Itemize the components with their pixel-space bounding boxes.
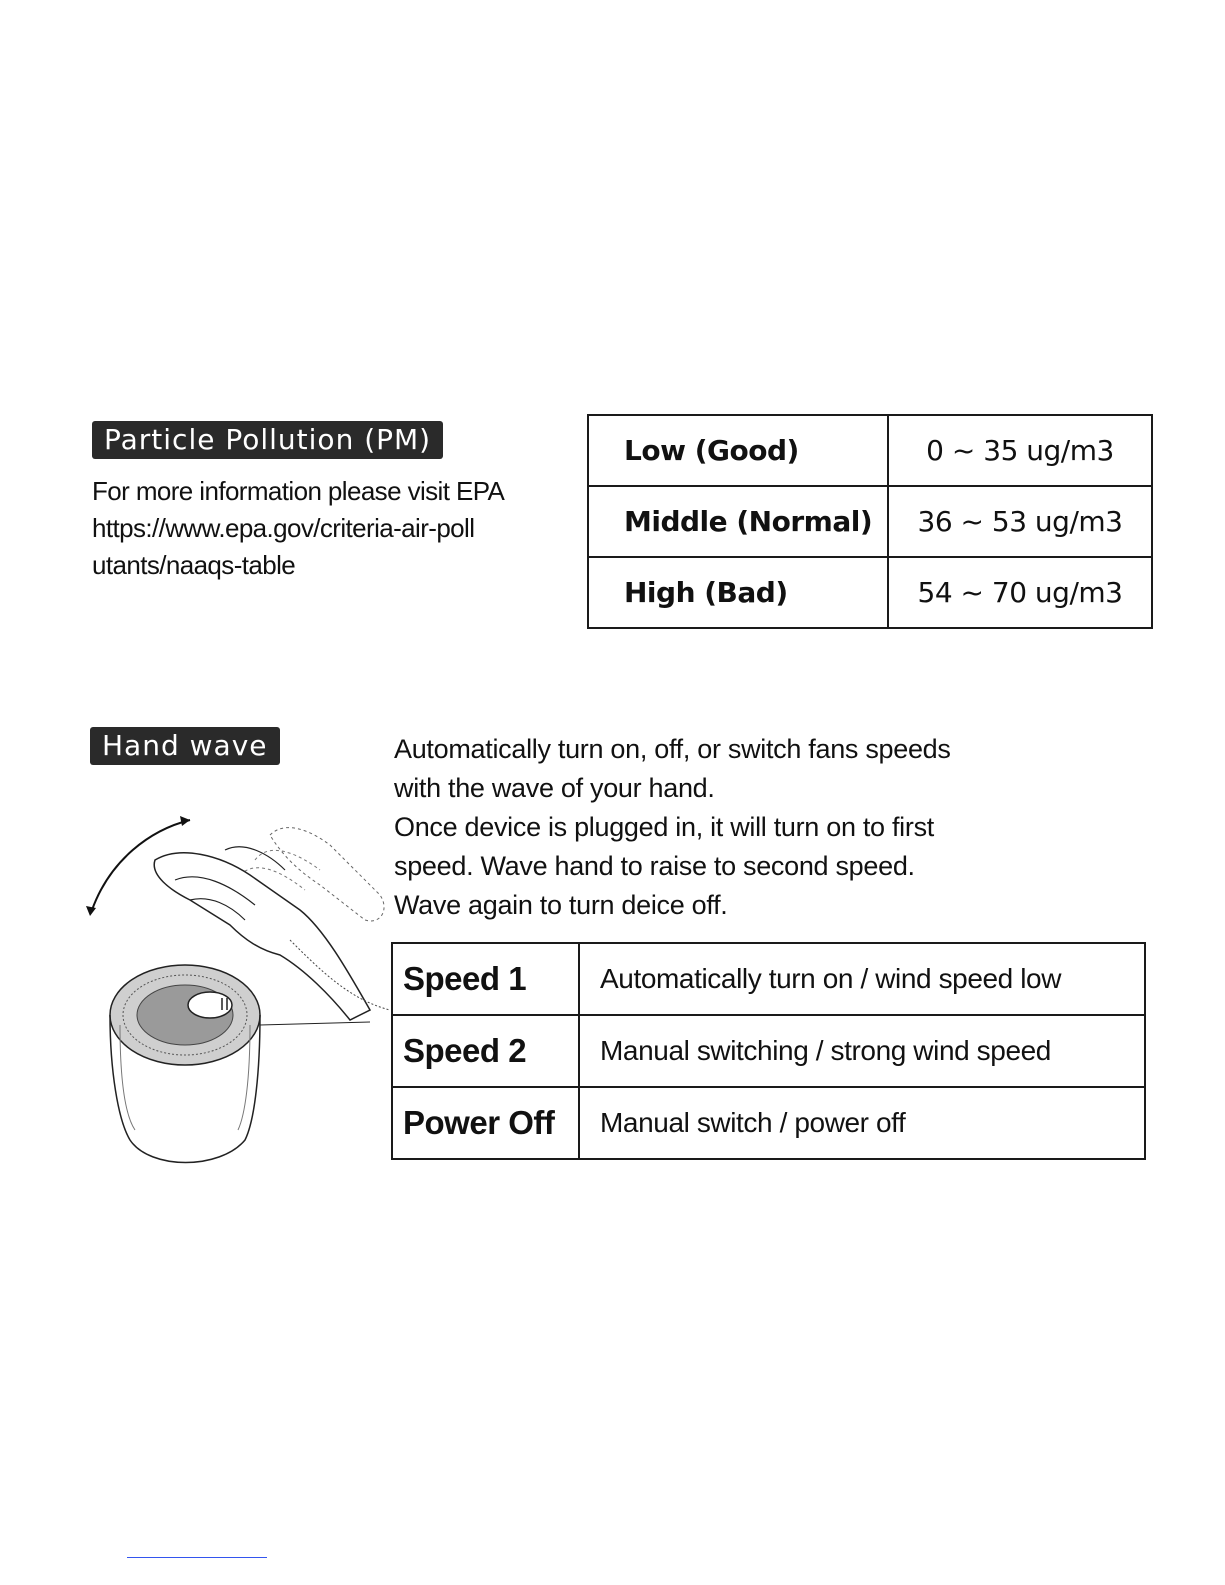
pm-info-line: For more information please visit EPA [92,476,505,506]
description-line: Automatically turn on, off, or switch fans speeds [394,734,951,764]
pm-section-label: Particle Pollution (PM) [92,421,443,459]
pm-level-table [587,414,1153,629]
speed-mode-cell: Speed 1 [392,943,579,1015]
hand-wave-over-device-icon [80,800,400,1180]
table-row [588,486,1152,557]
table-row [588,557,1152,628]
speed-description-cell: Manual switch / power off [579,1087,1145,1159]
pm-info-link-line: utants/naaqs-table [92,550,296,580]
hand-wave-description [394,730,951,925]
pm-level-cell: High (Bad) [588,557,888,628]
pm-range-cell: 0 ~ 35 ug/m3 [888,415,1152,486]
speed-description-cell: Manual switching / strong wind speed [579,1015,1145,1087]
pm-range-cell: 54 ~ 70 ug/m3 [888,557,1152,628]
pm-info-link-line: https://www.epa.gov/criteria-air-poll [92,513,475,543]
table-row [588,415,1152,486]
pm-info-text [92,473,572,584]
speed-description-cell: Automatically turn on / wind speed low [579,943,1145,1015]
table-row [392,1087,1145,1159]
description-line: speed. Wave hand to raise to second speed. [394,851,915,881]
divider [127,1557,267,1558]
description-line: Wave again to turn deice off. [394,890,728,920]
pm-range-cell: 36 ~ 53 ug/m3 [888,486,1152,557]
description-line: Once device is plugged in, it will turn on to first [394,812,934,842]
speed-mode-cell: Speed 2 [392,1015,579,1087]
speed-mode-table [391,942,1146,1160]
pm-level-cell: Low (Good) [588,415,888,486]
hand-wave-section-label: Hand wave [90,727,280,765]
table-row [392,943,1145,1015]
table-row [392,1015,1145,1087]
speed-mode-cell: Power Off [392,1087,579,1159]
description-line: with the wave of your hand. [394,773,715,803]
pm-level-cell: Middle (Normal) [588,486,888,557]
